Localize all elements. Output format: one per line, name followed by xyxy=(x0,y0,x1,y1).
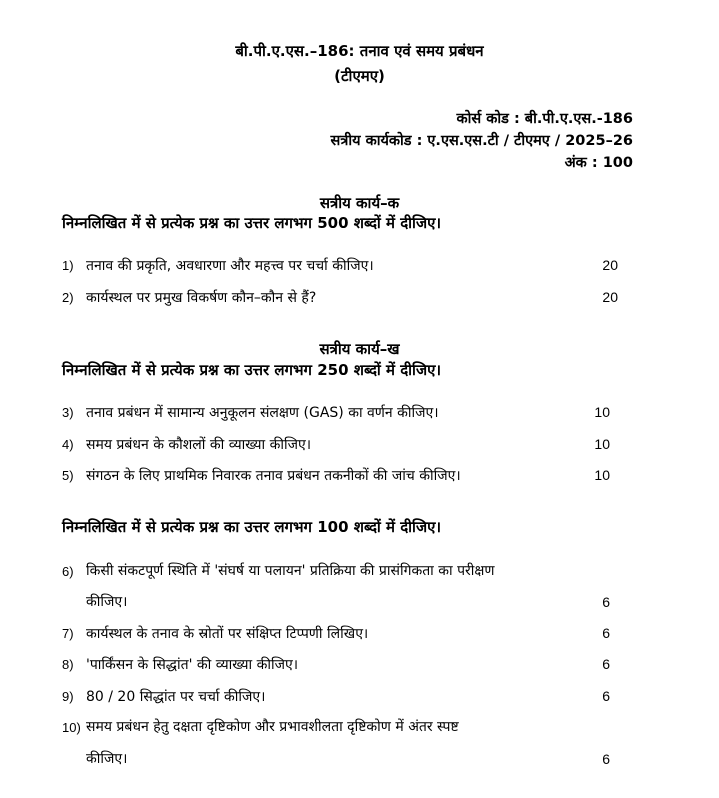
question-text-line2: कीजिए। xyxy=(86,594,128,610)
question-text: कार्यस्थल के तनाव के स्रोतों पर संक्षिप्त टिप्पणी लिखिए। xyxy=(86,626,369,642)
section-b-title: सत्रीय कार्य–ख xyxy=(319,340,400,358)
question-marks: 6 xyxy=(602,656,610,672)
question-text: तनाव प्रबंधन में सामान्य अनुकूलन संलक्षण (GAS) का वर्णन कीजिए। xyxy=(86,405,439,421)
question-number: 7) xyxy=(62,626,74,641)
assignment-code: सत्रीय कार्यकोड : ए.एस.एस.टी / टीएमए / 2025–26 xyxy=(330,133,633,149)
question-text: 80 / 20 सिद्धांत पर चर्चा कीजिए। xyxy=(86,689,266,705)
course-code: कोर्स कोड : बी.पी.ए.एस.-186 xyxy=(456,111,633,127)
question-text-line1: समय प्रबंधन हेतु दक्षता दृष्टिकोण और प्रभावशीलता दृष्टिकोण में अंतर स्पष्ट xyxy=(86,719,459,735)
question-number: 4) xyxy=(62,437,74,452)
question-number: 9) xyxy=(62,689,74,704)
question-marks: 10 xyxy=(594,404,610,420)
question-marks: 20 xyxy=(602,257,618,273)
question-marks: 10 xyxy=(594,436,610,452)
question-marks: 6 xyxy=(602,688,610,704)
question-number: 10) xyxy=(62,720,81,735)
question-marks: 20 xyxy=(602,289,618,305)
section-b-instruction: निम्नलिखित में से प्रत्येक प्रश्न का उत्तर लगभग 250 शब्दों में दीजिए। xyxy=(62,361,442,379)
question-number: 8) xyxy=(62,657,74,672)
section-a-title: सत्रीय कार्य–क xyxy=(319,194,400,212)
question-marks: 6 xyxy=(602,625,610,641)
question-marks: 10 xyxy=(594,467,610,483)
question-marks: 6 xyxy=(602,594,610,610)
question-number: 5) xyxy=(62,468,74,483)
question-number: 1) xyxy=(62,258,74,273)
question-number: 2) xyxy=(62,290,74,305)
question-number: 3) xyxy=(62,405,74,420)
section-a-instruction: निम्नलिखित में से प्रत्येक प्रश्न का उत्तर लगभग 500 शब्दों में दीजिए। xyxy=(62,214,442,232)
question-text-line2: कीजिए। xyxy=(86,751,128,767)
question-marks: 6 xyxy=(602,751,610,767)
question-text: कार्यस्थल पर प्रमुख विकर्षण कौन–कौन से हैं? xyxy=(86,290,317,306)
section-c-instruction: निम्नलिखित में से प्रत्येक प्रश्न का उत्तर लगभग 100 शब्दों में दीजिए। xyxy=(62,518,442,536)
question-text: संगठन के लिए प्राथमिक निवारक तनाव प्रबंधन तकनीकों की जांच कीजिए। xyxy=(86,468,461,484)
question-text: 'पार्किंसन के सिद्धांत' की व्याख्या कीजिए। xyxy=(86,657,299,673)
question-text-line1: किसी संकटपूर्ण स्थिति में 'संघर्ष या पलायन' प्रतिक्रिया की प्रासंगिकता का परीक्षण xyxy=(86,563,495,579)
document-subtitle: (टीएमए) xyxy=(334,67,385,85)
question-text: तनाव की प्रकृति, अवधारणा और महत्त्व पर चर्चा कीजिए। xyxy=(86,258,374,274)
question-number: 6) xyxy=(62,564,74,579)
question-text: समय प्रबंधन के कौशलों की व्याख्या कीजिए। xyxy=(86,437,312,453)
total-marks: अंक : 100 xyxy=(564,155,633,171)
document-title: बी.पी.ए.एस.–186: तनाव एवं समय प्रबंधन xyxy=(235,42,484,60)
